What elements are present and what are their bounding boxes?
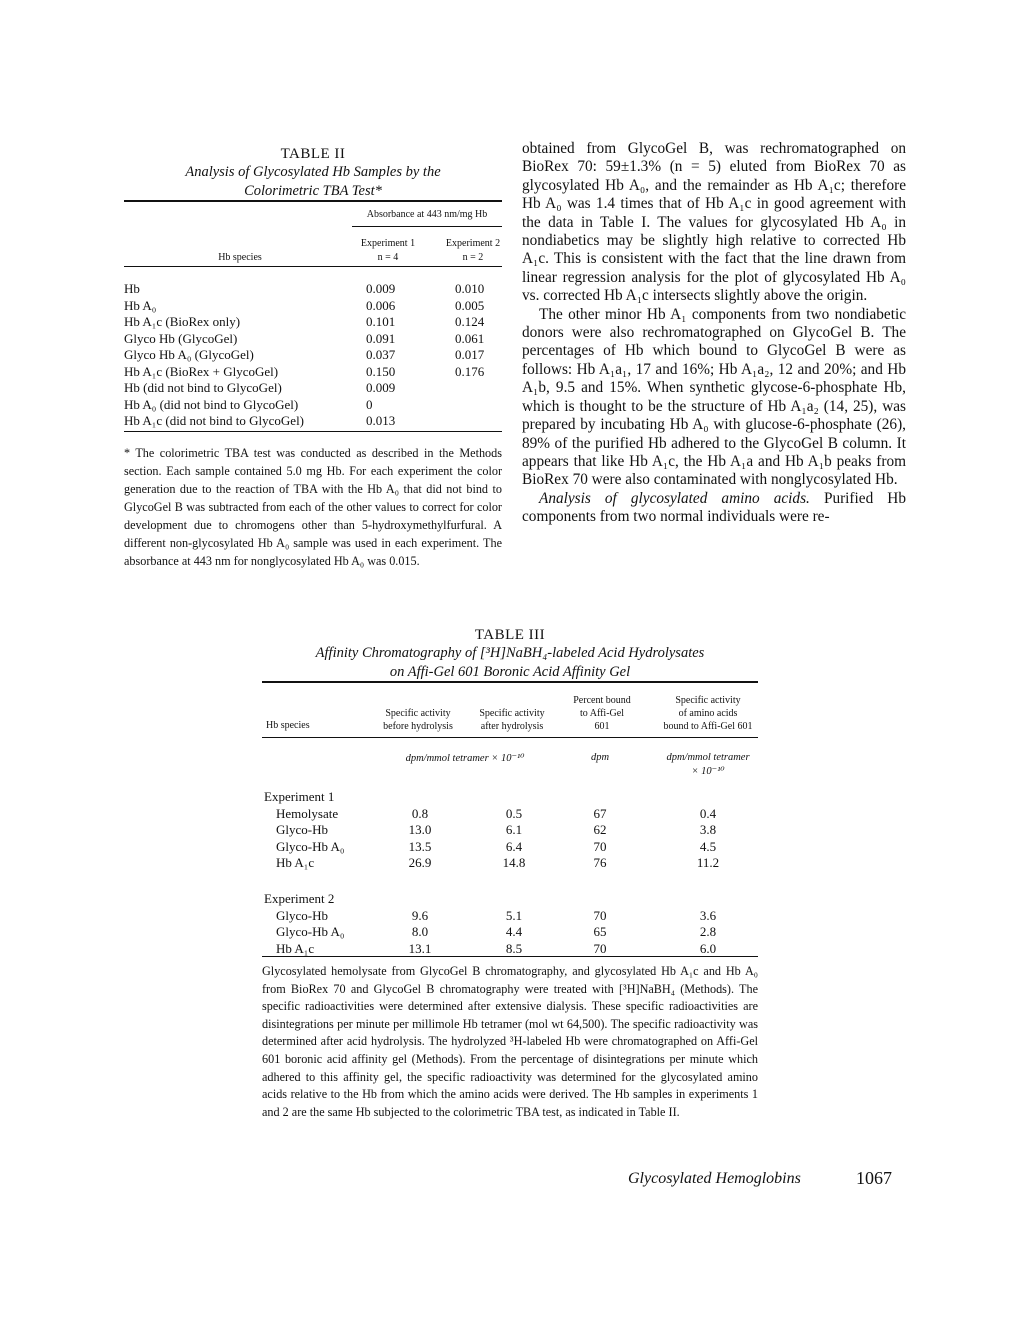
table2-row-exp2: 0.017 — [455, 347, 485, 362]
table3-row-before: 0.8 — [411, 805, 429, 821]
table3-row-sa: 3.8 — [699, 822, 717, 838]
table3-row-pct: 65 — [593, 924, 607, 940]
table2-row-species: Glyco Hb A₀ (GlycoGel) — [124, 347, 254, 362]
table2-row-exp2: 0.061 — [455, 330, 485, 346]
table3-row-sa: 3.6 — [699, 907, 717, 923]
table3-col-after-1: Specific activity — [479, 708, 545, 719]
table2-bottom-rule — [124, 431, 502, 432]
right-column-text — [522, 140, 906, 527]
table3-col-pct-3: 601 — [594, 721, 610, 732]
table3-row-sa: 6.0 — [699, 940, 717, 956]
table3-row-before: 13.0 — [408, 822, 432, 838]
table3-row-after: 6.1 — [505, 822, 523, 838]
table3-col-before — [368, 707, 468, 733]
table2-subtitle-line2: Colorimetric TBA Test* — [244, 183, 382, 199]
table3-col-before-2: before hydrolysis — [383, 721, 453, 732]
table3-row-after: 4.4 — [505, 924, 523, 940]
table2-group-header: Absorbance at 443 nm/mg Hb — [366, 209, 488, 220]
table3-col-sa — [650, 694, 766, 733]
table2-row-exp1: 0.037 — [366, 347, 396, 362]
table3-bottom-rule — [262, 956, 758, 957]
table2-row-species: Hb A₁c (BioRex only) — [124, 314, 241, 329]
table3-subtitle-line1: Affinity Chromatography of [³H]NaBH₄-labeled Acid Hydrolysates — [315, 645, 705, 661]
table3-row-pct: 70 — [593, 940, 607, 956]
table2-row-exp2: 0.005 — [455, 297, 485, 313]
table2-caption: TABLE II — [280, 146, 346, 162]
table3-row-before: 26.9 — [408, 855, 432, 871]
table3-block — [262, 627, 758, 682]
table3-col-species: Hb species — [266, 720, 310, 731]
paragraph-2: The other minor Hb A₁ components from two nondiabetic donors were also rechromatographed on GlycoGel B. The percentages of Hb which bound to GlycoGel B were as follows: Hb A₁a₁, 17 and 16%; Hb A₁a₂, 12 and 20%; and Hb A₁b, 9.5 and 15%. When synthetic glycose-6-phosphate Hb, which is thought to be the structure of Hb A₁a₂ (14, 25), was prepared by incubating Hb A₀ with glucose-6-phosphate (26), 89% of the purified Hb adhered to the GlycoGel B column. It appears that like Hb A₁c, the Hb A₁a and Hb A₁b peaks from BioRex 70 were also contaminated with nonglycosylated Hb. — [522, 305, 906, 489]
table3-row-before: 8.0 — [411, 924, 429, 940]
table3-row-after: 14.8 — [502, 855, 526, 871]
page-number: 1067 — [856, 1168, 892, 1188]
table2-row-exp1: 0.013 — [366, 413, 396, 428]
table3-row-before: 9.6 — [411, 907, 429, 923]
table3-top-rule — [262, 681, 758, 683]
table2-col-exp1-n: n = 4 — [377, 252, 399, 263]
running-title: Glycosylated Hemoglobins — [628, 1170, 801, 1187]
table2-row-species: Hb A₁c (BioRex + GlycoGel) — [124, 363, 279, 379]
table3-col-pct — [552, 694, 652, 733]
table3-row-species: Hb A₁c — [276, 940, 315, 956]
table2-group-rule — [352, 226, 502, 227]
table3-row-species: Hb A₁c — [276, 855, 315, 871]
table3-row-after: 6.4 — [505, 838, 523, 854]
table3-footnote: Glycosylated hemolysate from GlycoGel B chromatography, and glycosylated Hb A₁c and Hb A₀ from BioRex 70 and GlycoGel B chromatography were treated with [³H]NaBH₄ (Methods). The specific radioactivities were determined after extensive dialysis. These specific radioactivities are disintegrations per minute per millimole Hb tetramer (mol wt 64,500). The specific radioactivity was determined after acid hydrolysis. The hydrolyzed ³H-labeled Hb were chromatographed on Affi-Gel 601 boronic acid affinity gel (Methods). From the percentage of disintegrations per minute which adhered to this affinity gel, the specific radioactivity was determined for the glycosylated amino acids relative to the Hb from which the amino acids were derived. The Hb samples in experiments 1 and 2 are the same Hb subjected to the colorimetric TBA test, as indicated in Table II. — [262, 964, 758, 1119]
table3-col-sa-3: bound to Affi-Gel 601 — [663, 721, 753, 732]
table2-footnote: * The colorimetric TBA test was conducted as described in the Methods section. Each sample contained 5.0 mg Hb. For each experiment the color generation due to the reaction of TBA with the Hb A₀ that did not bind to GlycoGel B was subtracted from each of the other values to correct for color development due to chromogens other than 5-hydroxymethylfurfural. A different non-glycosylated Hb A₀ sample was used in each experiment. The absorbance at 443 nm for nonglycosylated Hb A₀ was 0.015. — [124, 446, 502, 568]
table3-unit-activity: dpm/mmol tetramer × 10⁻¹⁰ — [405, 753, 525, 764]
table3-experiment-label: Experiment 2 — [264, 891, 335, 906]
section-heading: Analysis of glycosylated amino acids. — [539, 489, 810, 507]
table2-row-species: Hb — [124, 281, 140, 296]
paragraph-1: obtained from GlycoGel B, was rechromatographed on BioRex 70: 59±1.3% (n = 5) eluted from BioRex 70 as glycosylated Hb A₀, and the remainder as Hb A₁c; therefore Hb A₀ was 1.4 times that of Hb A₁c in good agreement with the data in Table I. The values for glycosylated Hb A₀ in nondiabetics may be slightly high relative to corrected Hb A₁c. This is consistent with the fact that the line drawn from linear regression analysis for the plot of glycosylated Hb A₀ vs. corrected Hb A₁c intersects slightly above the origin. — [522, 140, 906, 305]
table3-col-after — [462, 707, 562, 733]
table2-col-exp1: Experiment 1 — [360, 238, 416, 249]
table3-row-pct: 70 — [593, 838, 607, 854]
table3-row-sa: 11.2 — [696, 855, 720, 871]
table2-row-exp1: 0 — [366, 396, 373, 412]
table2-row-exp1: 0.009 — [366, 380, 396, 395]
table2-row-exp1: 0.006 — [366, 297, 396, 313]
table3-header-rule — [262, 737, 758, 738]
table3-subtitle-line2: on Affi-Gel 601 Boronic Acid Affinity Gel — [389, 664, 631, 680]
table2-block — [124, 146, 502, 201]
table3-caption: TABLE III — [474, 627, 546, 643]
table3-unit-sa-2: × 10⁻¹⁰ — [691, 766, 725, 777]
table3-row-before: 13.1 — [408, 940, 432, 956]
table3-row-before: 13.5 — [408, 838, 432, 854]
table3-unit-sa-1: dpm/mmol tetramer — [666, 752, 750, 763]
table3-col-pct-1: Percent bound — [573, 695, 631, 706]
table3-row-species: Glyco-Hb A₀ — [276, 924, 345, 940]
table3-experiment-label: Experiment 1 — [264, 789, 335, 804]
paragraph-3-text: Purified Hb components from two normal individuals were re- — [522, 489, 906, 526]
table3-row-species: Glyco-Hb — [276, 907, 328, 923]
table2-row-species: Hb A₀ — [124, 297, 157, 313]
table3-row-species: Glyco-Hb — [276, 822, 328, 838]
table2-row-exp1: 0.091 — [366, 330, 396, 346]
table3-col-sa-1: Specific activity — [675, 695, 741, 706]
table3-row-after: 8.5 — [505, 940, 523, 956]
table3-col-after-2: after hydrolysis — [480, 721, 544, 732]
table2-row-exp1: 0.150 — [366, 363, 396, 379]
table2-col-exp2: Experiment 2 — [445, 238, 501, 249]
table2-row-exp2: 0.176 — [455, 363, 485, 379]
table3-row-pct: 76 — [593, 855, 607, 871]
table2-row-species: Hb (did not bind to GlycoGel) — [124, 380, 282, 395]
table3-col-sa-2: of amino acids — [678, 708, 738, 719]
table2-row-exp2: 0.010 — [455, 281, 485, 296]
table2-row-exp1: 0.009 — [366, 281, 396, 296]
table3-row-species: Hemolysate — [276, 805, 339, 821]
table2-top-rule — [124, 200, 502, 202]
table2-row-species: Hb A₀ (did not bind to GlycoGel) — [124, 396, 299, 412]
table3-row-pct: 62 — [593, 822, 607, 838]
table2-row-exp1: 0.101 — [366, 314, 396, 329]
table3-col-pct-2: to Affi-Gel — [580, 708, 624, 719]
table3-col-before-1: Specific activity — [385, 708, 451, 719]
table3-row-pct: 70 — [593, 907, 607, 923]
table2-row-species: Hb A₁c (did not bind to GlycoGel) — [124, 413, 305, 428]
paragraph-3 — [522, 490, 906, 527]
table3-row-species: Glyco-Hb A₀ — [276, 838, 345, 854]
table3-row-sa: 0.4 — [699, 805, 717, 821]
table3-row-sa: 2.8 — [699, 924, 717, 940]
table2-header-rule — [124, 266, 502, 267]
table3-unit-dpm: dpm — [590, 752, 610, 763]
table3-row-pct: 67 — [593, 805, 607, 821]
table2-row-species: Glyco Hb (GlycoGel) — [124, 330, 238, 346]
table2-col-species: Hb species — [218, 252, 262, 263]
table2-row-exp2: 0.124 — [455, 314, 485, 329]
table2-col-exp2-n: n = 2 — [462, 252, 484, 263]
table3-row-after: 5.1 — [505, 907, 523, 923]
table3-row-sa: 4.5 — [699, 838, 717, 854]
table2-subtitle-line1: Analysis of Glycosylated Hb Samples by the — [185, 164, 441, 180]
table3-row-after: 0.5 — [505, 805, 523, 821]
